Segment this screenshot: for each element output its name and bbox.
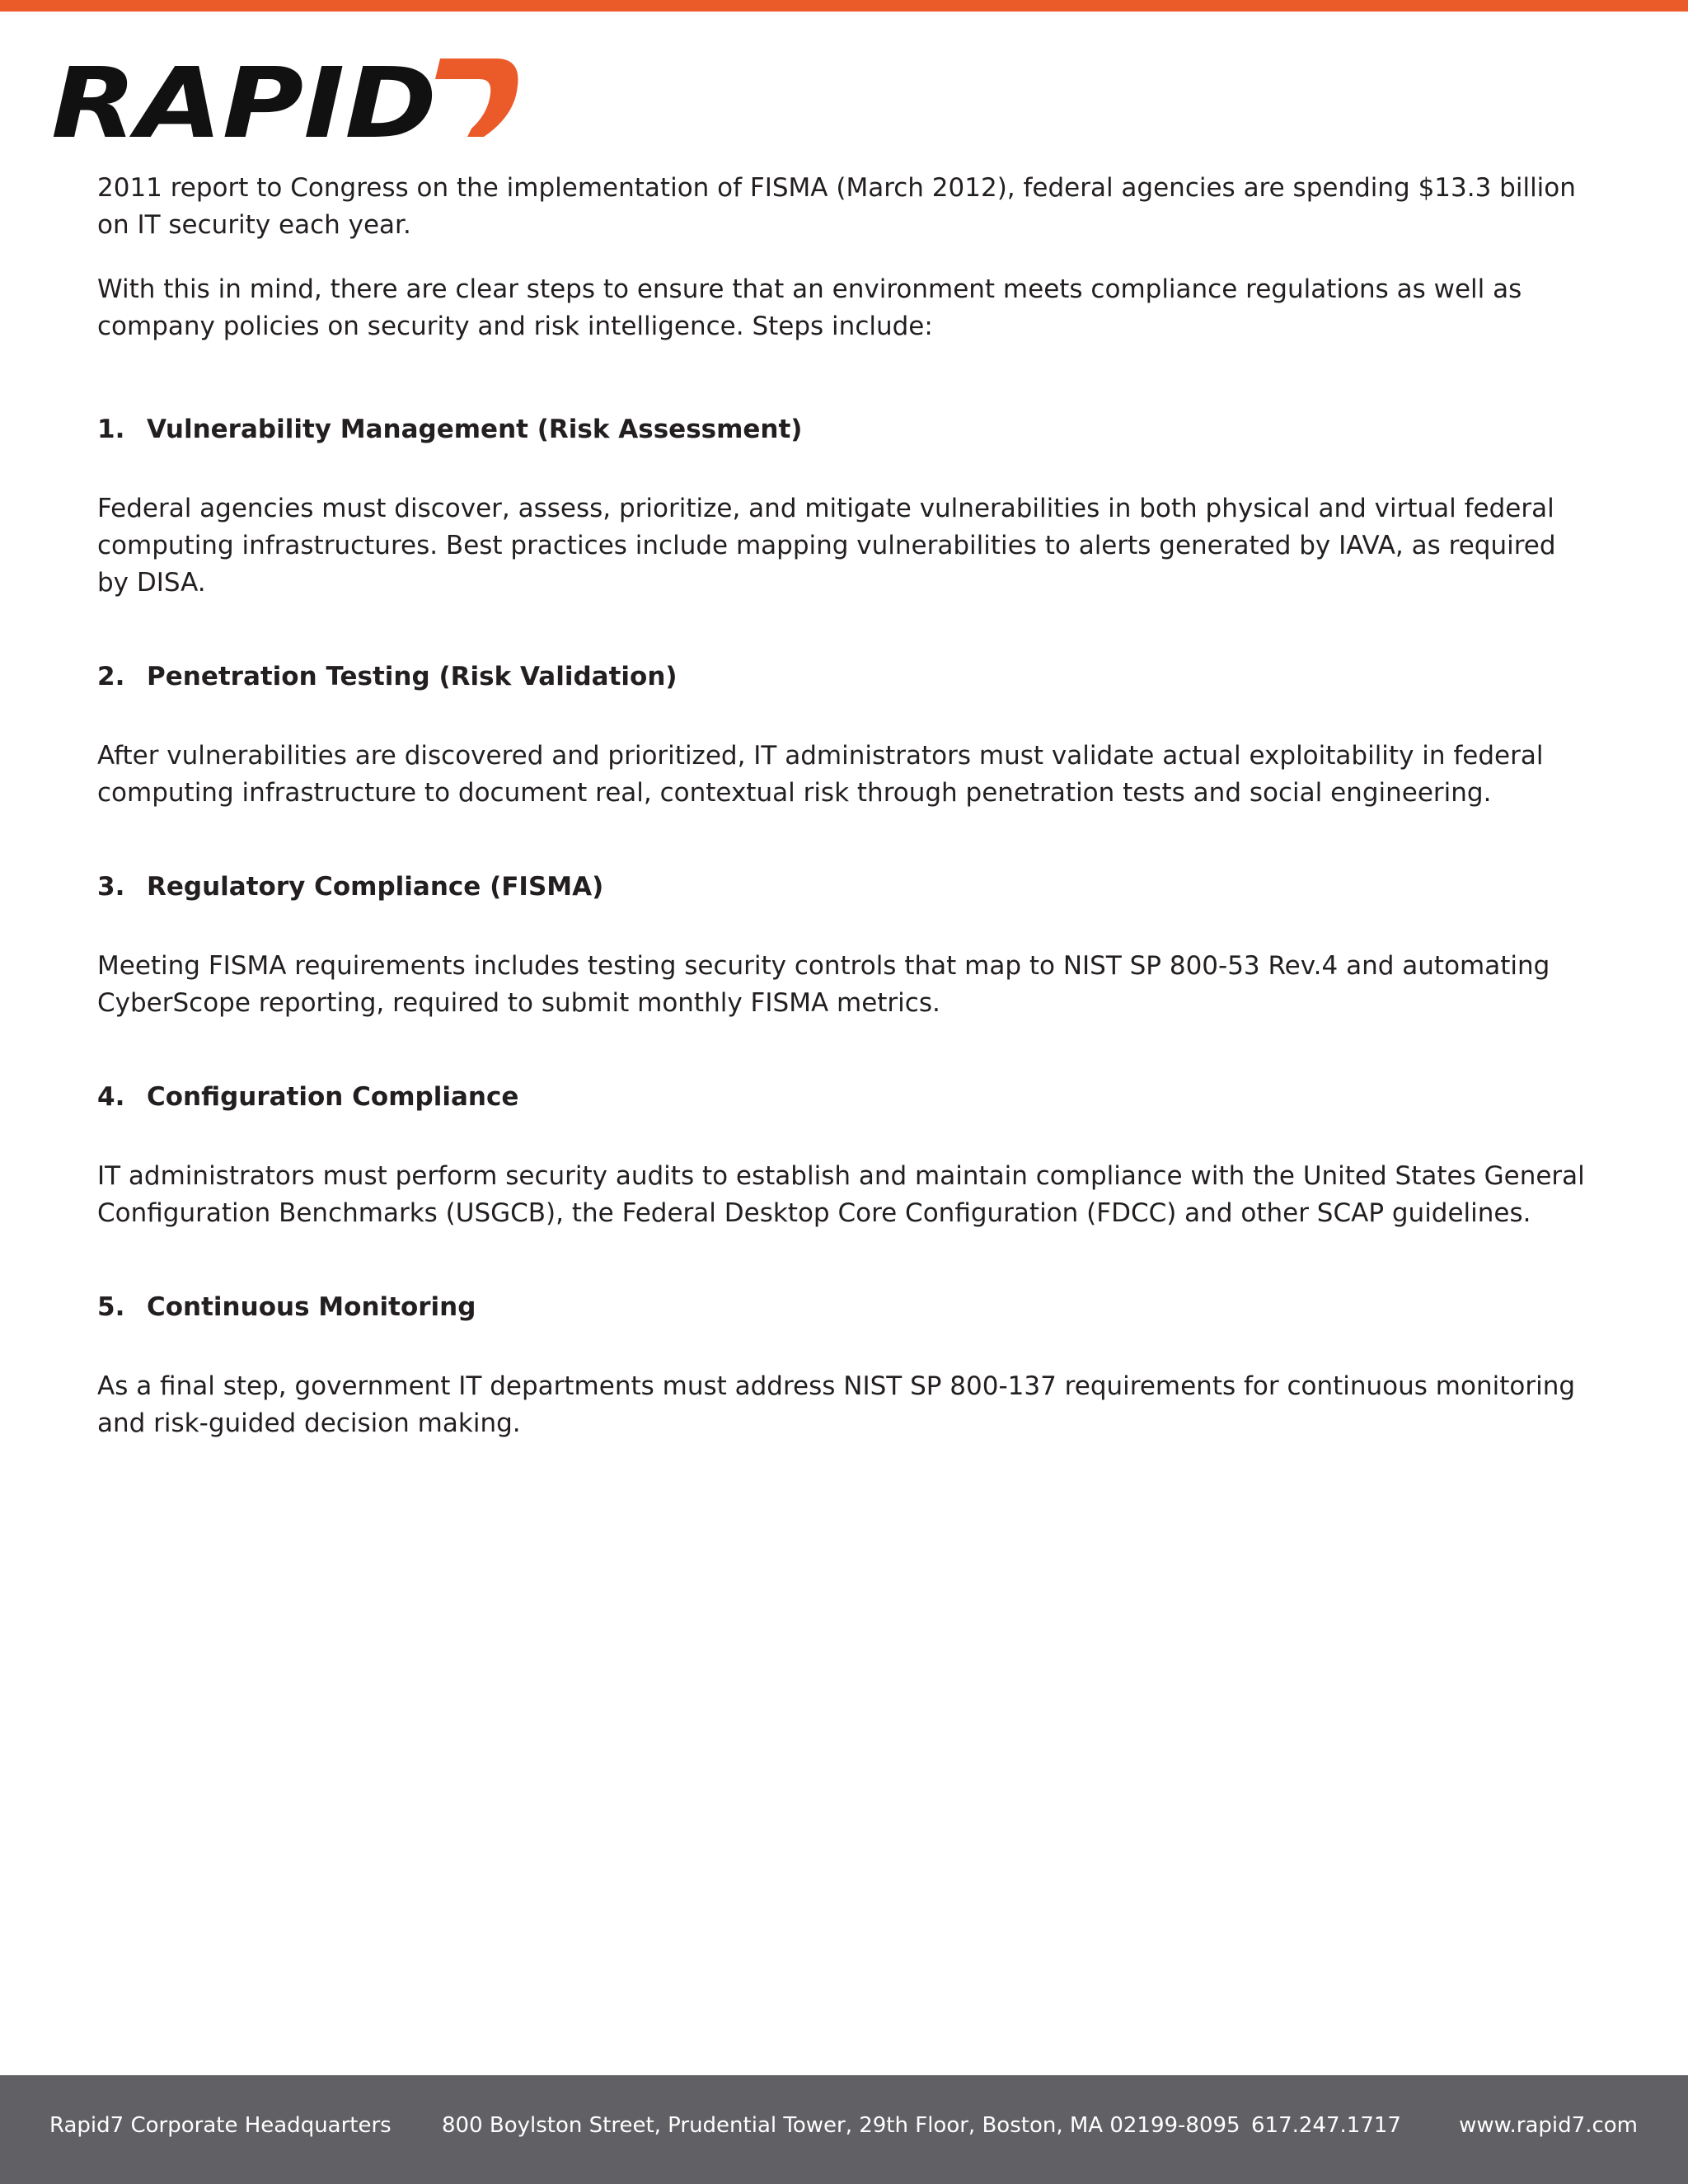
step-heading [97, 1079, 1591, 1116]
footer-address: 800 Boylston Street, Prudential Tower, 29th Floor, Boston, MA 02199-8095 [442, 2113, 1240, 2138]
step-section [97, 411, 1591, 602]
step-number: 3. [97, 872, 125, 902]
step-heading [97, 658, 1591, 696]
intro-paragraph: 2011 report to Congress on the implementation of FISMA (March 2012), federal agencies are spending $13.3 billion on IT security each year. [97, 173, 1576, 240]
step-section [97, 1079, 1591, 1232]
step-title: Vulnerability Management (Risk Assessment) [147, 415, 803, 444]
step-body: As a final step, government IT departments must address NIST SP 800-137 requirements for continuous monitoring and risk-guided decision making. [97, 1371, 1576, 1438]
step-body: After vulnerabilities are discovered and prioritized, IT administrators must validate actual exploitability in federal computing infrastructure to document real, contextual risk through penetration tests and social engineering. [97, 741, 1544, 808]
step-number: 2. [97, 662, 125, 691]
document-body [97, 170, 1591, 1442]
footer-website-link[interactable]: www.rapid7.com [1459, 2113, 1638, 2138]
step-section [97, 658, 1591, 812]
step-heading [97, 1289, 1591, 1326]
footer-phone: 617.247.1717 [1251, 2113, 1401, 2138]
intro-paragraph: With this in mind, there are clear steps to ensure that an environment meets compliance regulations as well as company policies on security and risk intelligence. Steps include: [97, 274, 1522, 341]
step-title: Configuration Compliance [147, 1082, 519, 1112]
top-accent-bar [0, 0, 1688, 12]
step-body: Meeting FISMA requirements includes testing security controls that map to NIST SP 800-53 Rev.4 and automating CyberScope reporting, required to submit monthly FISMA metrics. [97, 951, 1550, 1018]
step-section [97, 869, 1591, 1022]
step-number: 4. [97, 1082, 125, 1112]
step-number: 1. [97, 415, 125, 444]
step-body: IT administrators must perform security audits to establish and maintain compliance with the United States General Configuration Benchmarks (USGCB), the Federal Desktop Core Configuration (FDCC) and other SCAP guidelines. [97, 1161, 1585, 1228]
step-section [97, 1289, 1591, 1442]
step-title: Continuous Monitoring [147, 1292, 476, 1322]
step-title: Regulatory Compliance (FISMA) [147, 872, 604, 902]
page-footer [0, 2075, 1688, 2184]
step-number: 5. [97, 1292, 125, 1322]
step-title: Penetration Testing (Risk Validation) [147, 662, 678, 691]
rapid7-logo [51, 56, 521, 142]
step-body: Federal agencies must discover, assess, prioritize, and mitigate vulnerabilities in both physical and virtual federal computing infrastructures. Best practices include mapping vulnerabilities to alerts generated by IAVA, as required by DISA. [97, 494, 1556, 598]
svg-text:RAPID: RAPID [51, 56, 437, 142]
step-heading [97, 411, 1591, 448]
footer-hq: Rapid7 Corporate Headquarters [49, 2113, 392, 2138]
step-heading [97, 869, 1591, 906]
